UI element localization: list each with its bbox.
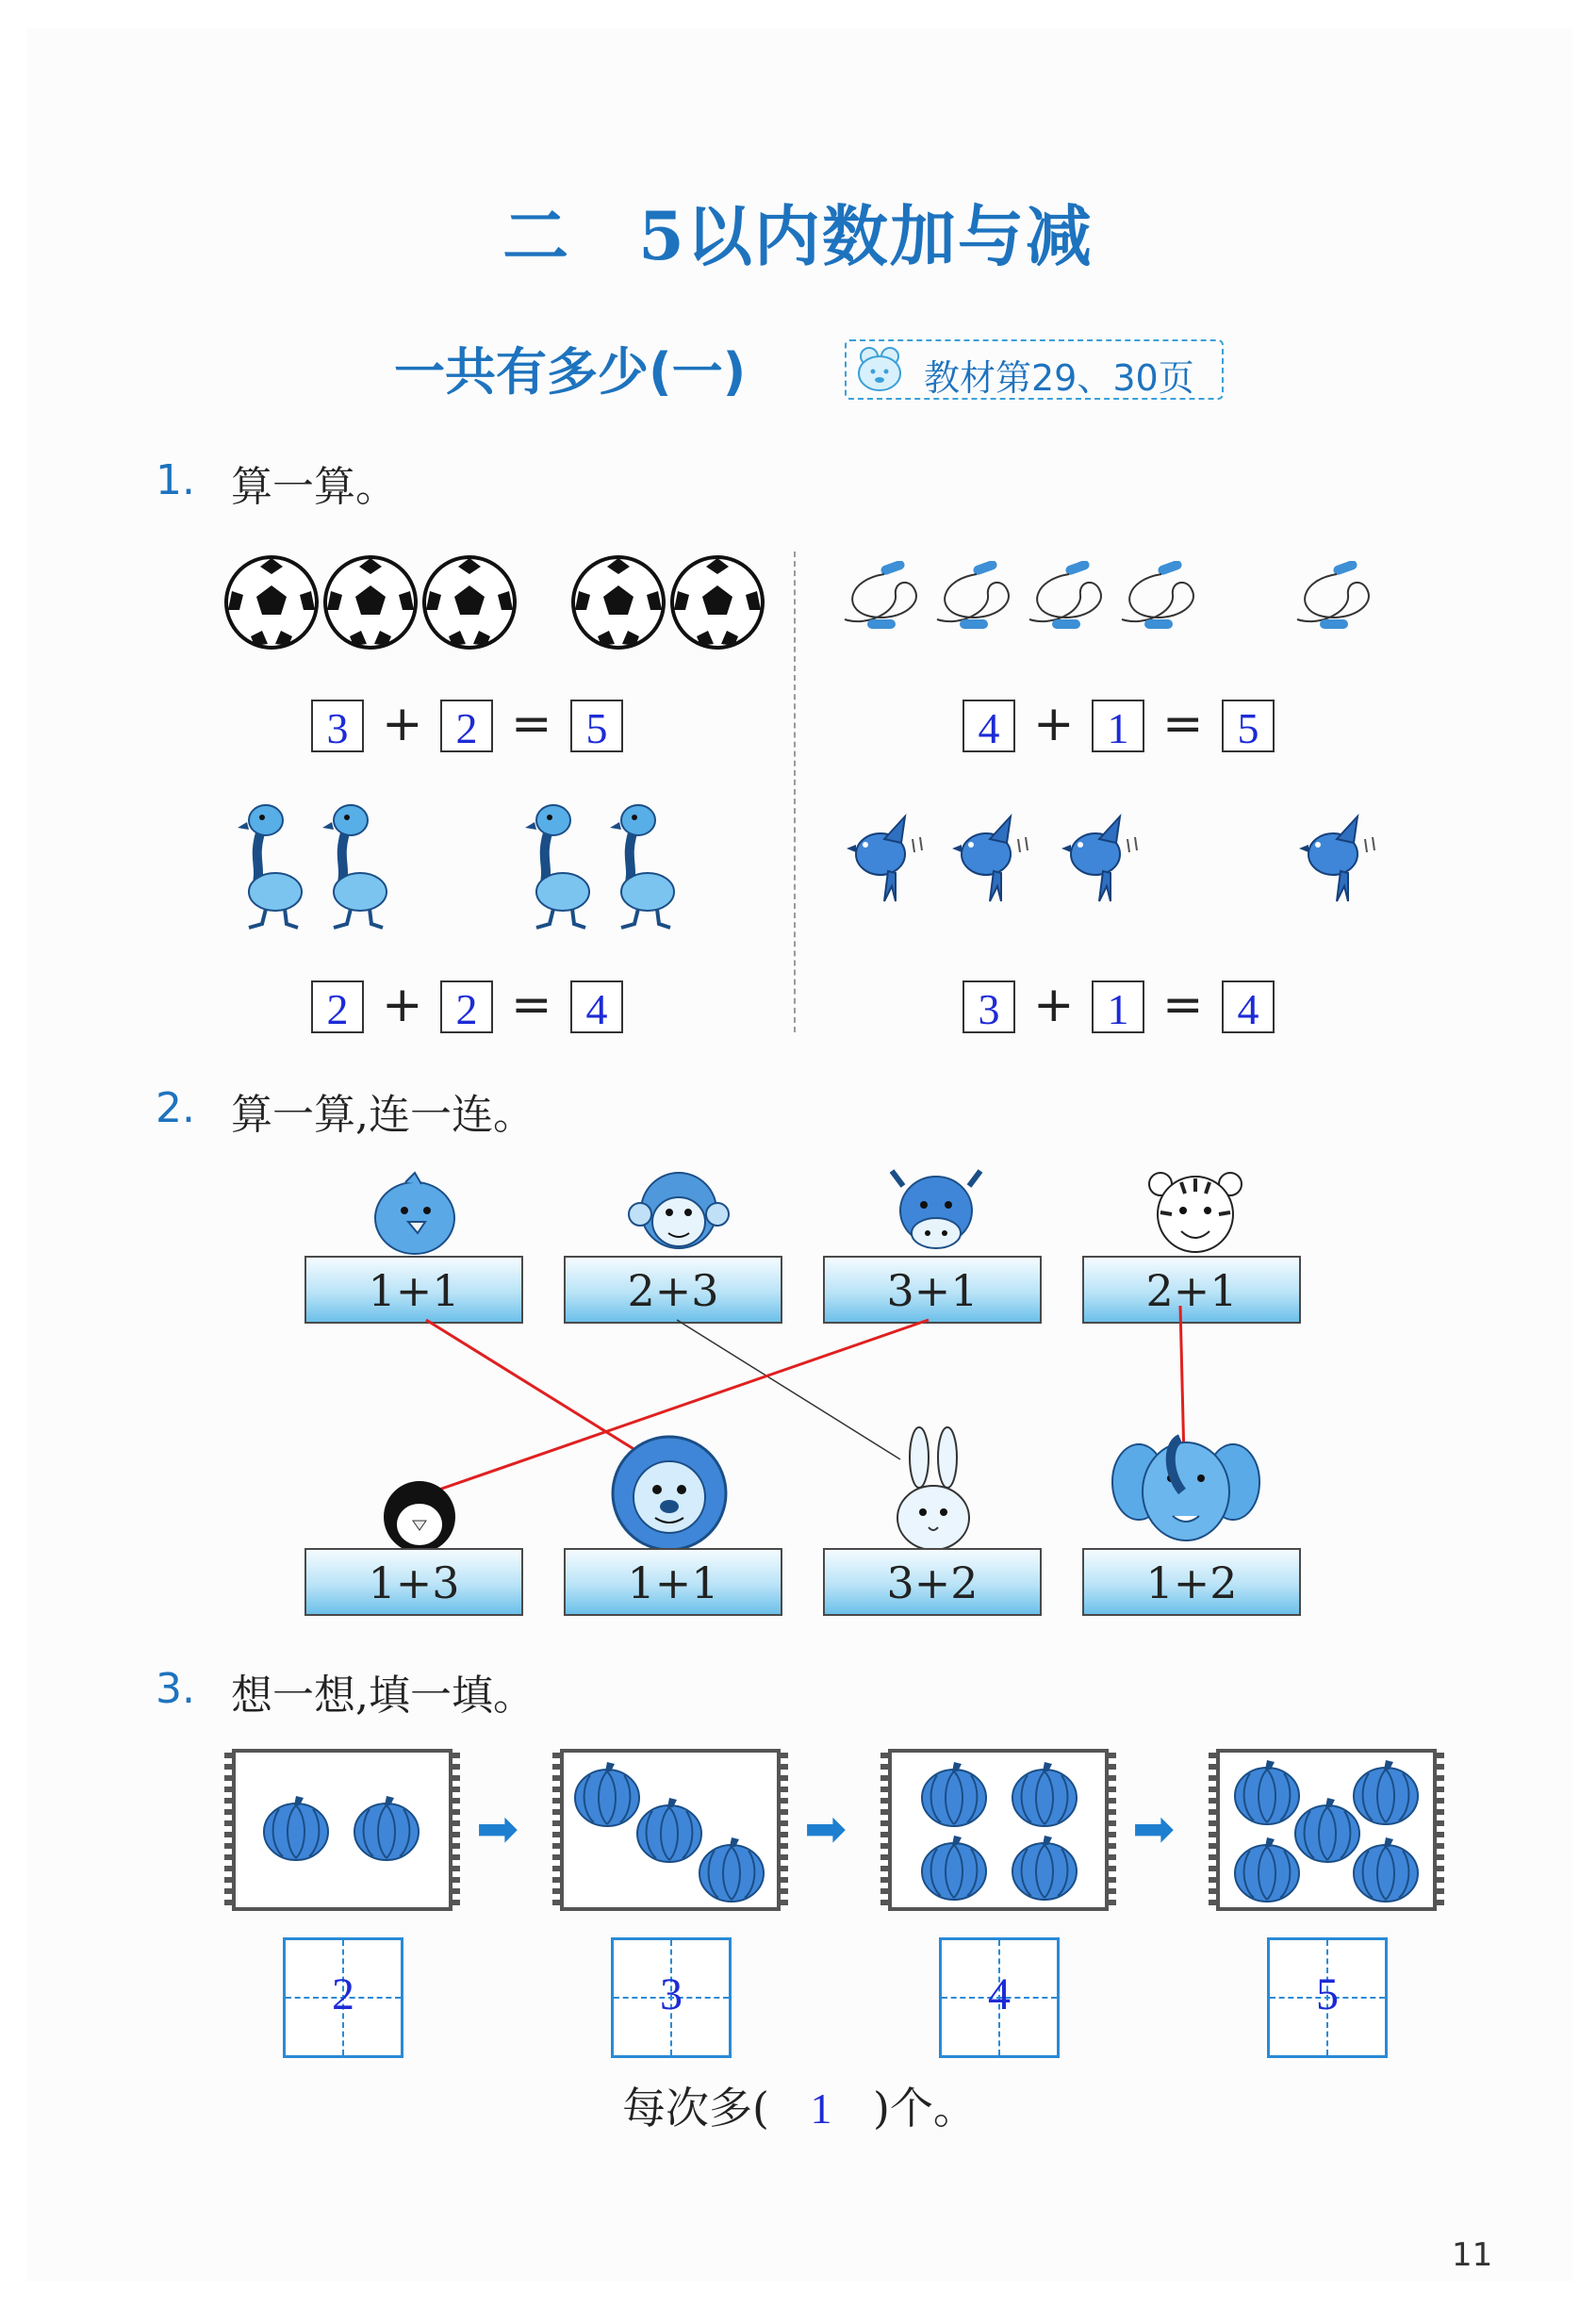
sentence-before: 每次多(	[622, 2083, 769, 2133]
equals-sign: =	[511, 977, 552, 1033]
arrow-right-icon: ➡	[804, 1799, 847, 1858]
answer-box-sum[interactable]: 5	[1222, 700, 1275, 752]
pumpkin-frame	[888, 1749, 1109, 1911]
expression-card[interactable]: 1+2	[1082, 1548, 1301, 1616]
expression-card[interactable]: 1+1	[564, 1548, 782, 1616]
answer-box-sum[interactable]: 4	[1222, 980, 1275, 1033]
answer-box-b[interactable]: 1	[1092, 700, 1144, 752]
pumpkin-icon	[892, 1753, 1105, 1907]
q1-number: 1.	[156, 456, 195, 504]
penguin-icon	[377, 1475, 462, 1551]
answer-box-b[interactable]: 2	[440, 980, 493, 1033]
rabbit-icon	[891, 1425, 976, 1551]
answer-grid-box[interactable]	[1267, 1937, 1388, 2058]
arrow-right-icon: ➡	[476, 1799, 519, 1858]
textbook-ref-text: 教材第29、30页	[924, 357, 1194, 399]
answer-value: 3	[660, 1969, 683, 2019]
expression-card[interactable]: 2+1	[1082, 1256, 1301, 1324]
plus-sign: +	[1033, 696, 1075, 752]
answer-box-a[interactable]: 3	[311, 700, 364, 752]
expression-card[interactable]: 1+3	[304, 1548, 523, 1616]
equals-sign: =	[511, 696, 552, 752]
expression-card[interactable]: 3+1	[823, 1256, 1042, 1324]
arrow-right-icon: ➡	[1132, 1799, 1176, 1858]
chapter-title: 二 5以内数加与减	[502, 197, 1094, 275]
q1-instruction: 算一算。	[231, 463, 397, 511]
answer-value: 2	[332, 1969, 354, 2019]
answer-value: 4	[988, 1969, 1011, 2019]
plus-sign: +	[1033, 977, 1075, 1033]
plus-sign: +	[382, 696, 423, 752]
answer-box-b[interactable]: 2	[440, 700, 493, 752]
answer-box-b[interactable]: 1	[1092, 980, 1144, 1033]
answer-box-sum[interactable]: 5	[570, 700, 623, 752]
q2-number: 2.	[156, 1084, 195, 1132]
sentence-after: )个。	[872, 2083, 977, 2133]
answer-grid-box[interactable]	[283, 1937, 403, 2058]
q2-instruction: 算一算,连一连。	[231, 1091, 535, 1139]
page-number: 11	[1452, 2236, 1493, 2274]
answer-box-sum[interactable]: 4	[570, 980, 623, 1033]
pumpkin-icon	[236, 1753, 449, 1907]
equals-sign: =	[1162, 696, 1204, 752]
expression-card[interactable]: 2+3	[564, 1256, 782, 1324]
fill-sentence	[622, 2074, 977, 2136]
answer-grid-box[interactable]	[611, 1937, 732, 2058]
pumpkin-icon	[564, 1753, 777, 1907]
pumpkin-frame	[1216, 1749, 1437, 1911]
sentence-answer[interactable]: 1	[810, 2084, 832, 2133]
pumpkin-frame	[232, 1749, 452, 1911]
elephant-icon	[1111, 1425, 1261, 1551]
answer-value: 5	[1316, 1969, 1339, 2019]
expression-card[interactable]: 1+1	[304, 1256, 523, 1324]
answer-box-a[interactable]: 4	[963, 700, 1015, 752]
q3-instruction: 想一想,填一填。	[231, 1672, 535, 1720]
answer-grid-box[interactable]	[939, 1937, 1060, 2058]
plus-sign: +	[382, 977, 423, 1033]
lesson-subtitle: 一共有多少(一)	[394, 342, 747, 402]
pumpkin-icon	[1220, 1753, 1433, 1907]
equals-sign: =	[1162, 977, 1204, 1033]
expression-card[interactable]: 3+2	[823, 1548, 1042, 1616]
q3-number: 3.	[156, 1665, 195, 1713]
pumpkin-frame	[560, 1749, 781, 1911]
answer-box-a[interactable]: 2	[311, 980, 364, 1033]
answer-box-a[interactable]: 3	[963, 980, 1015, 1033]
lion-icon	[608, 1433, 731, 1551]
